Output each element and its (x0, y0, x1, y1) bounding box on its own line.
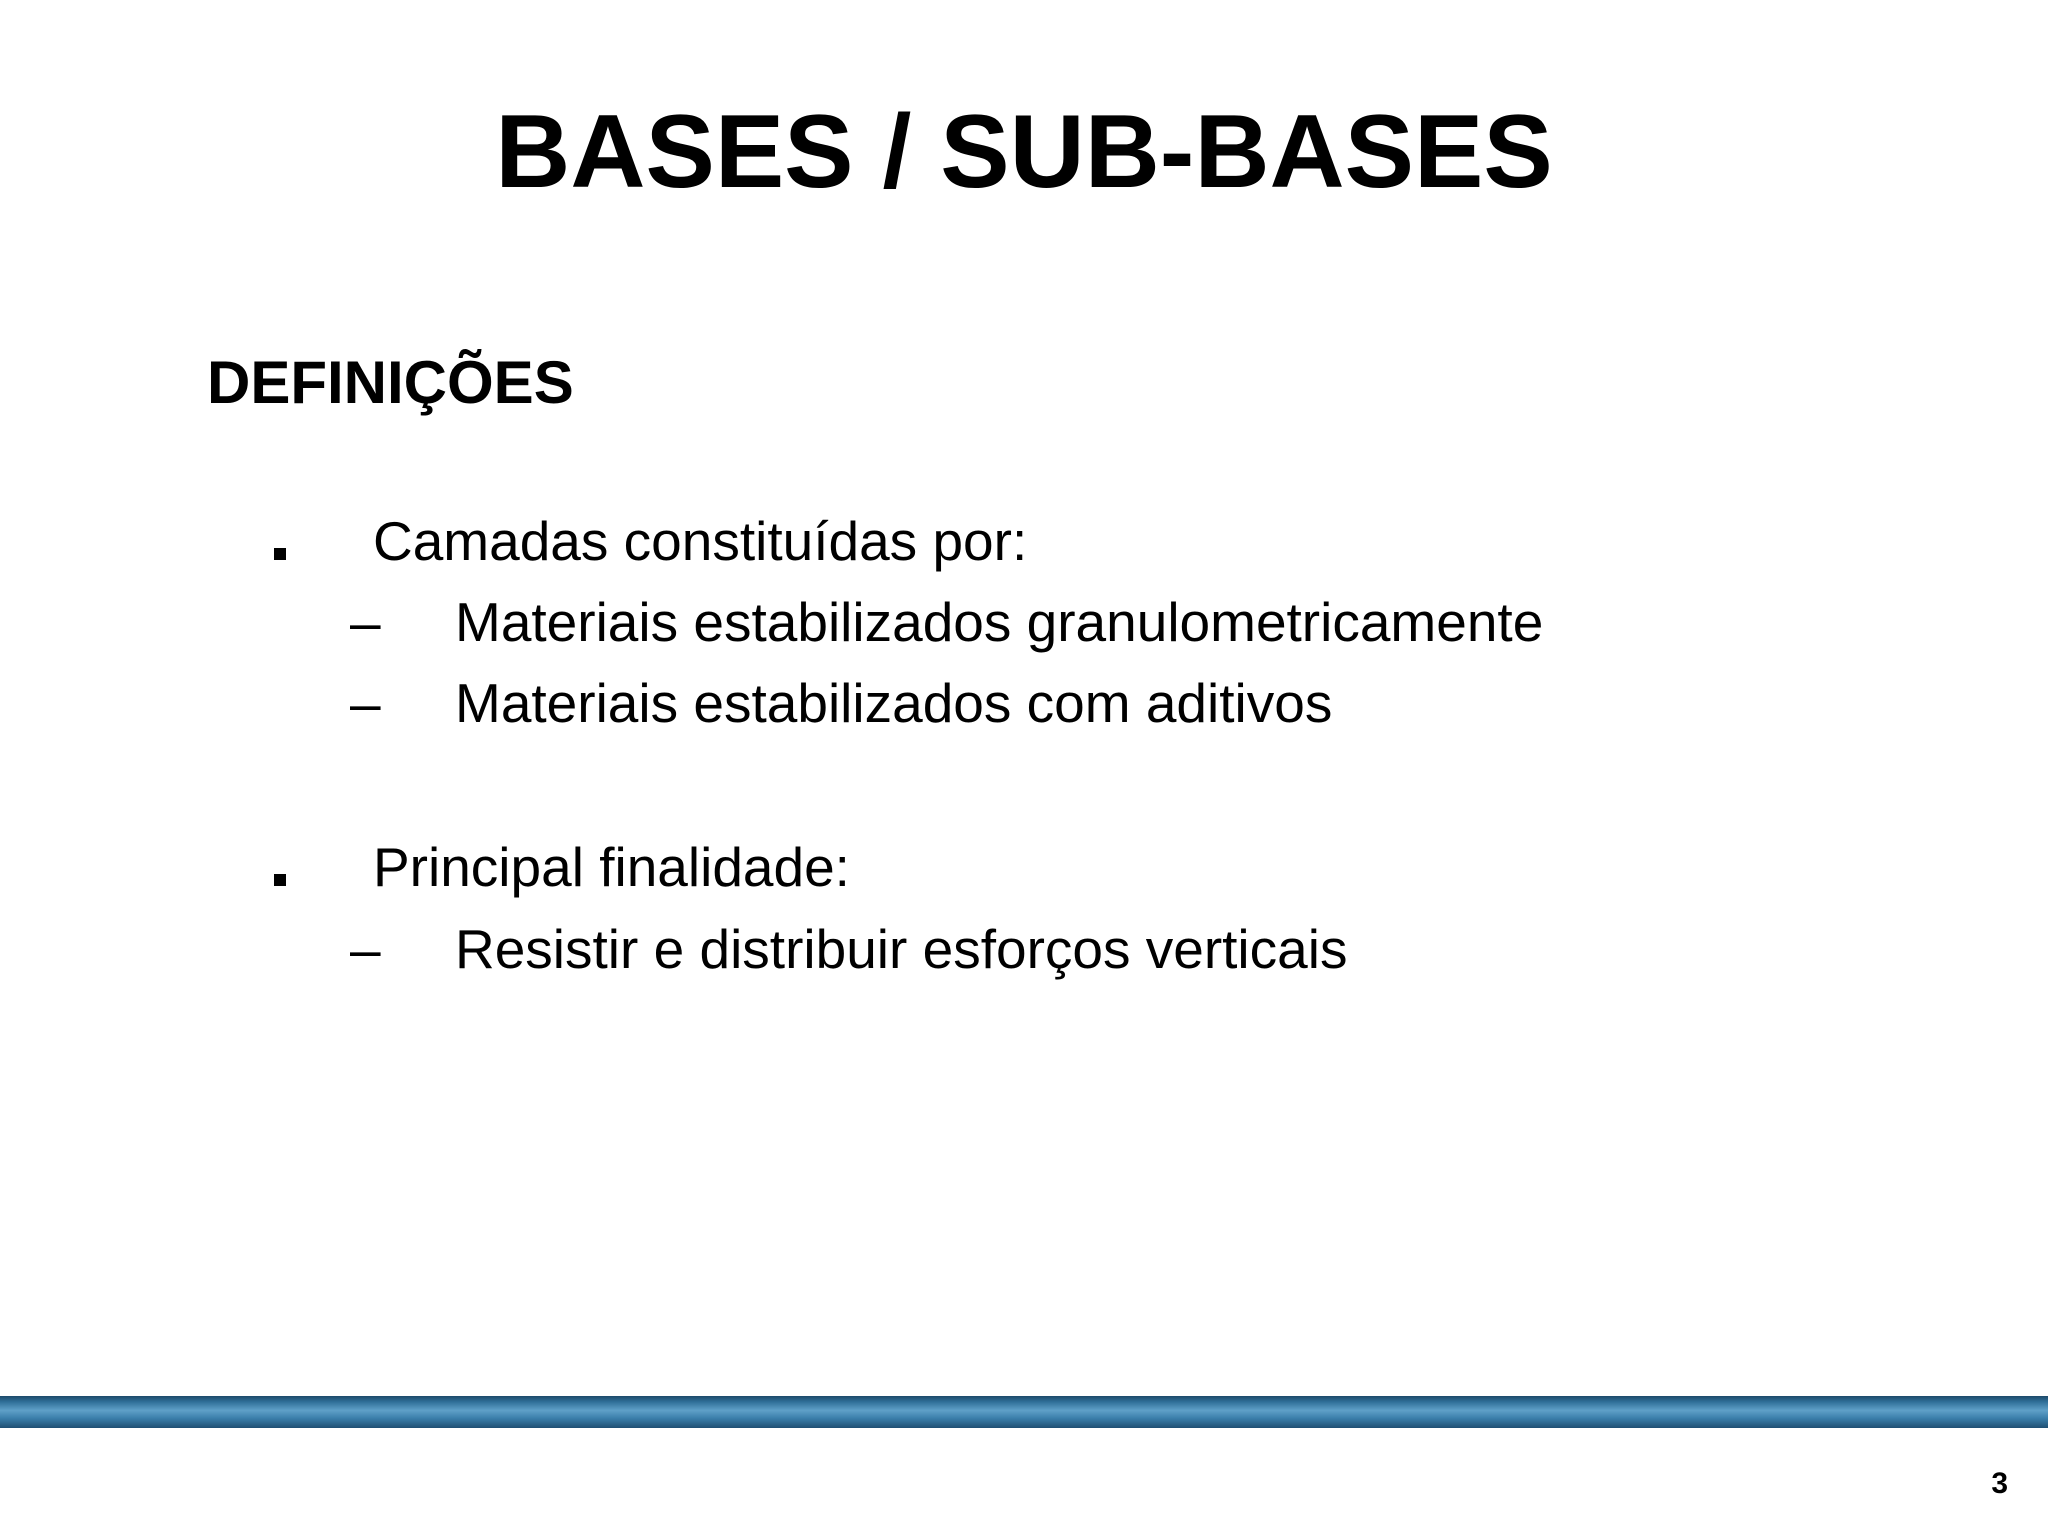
square-bullet-icon (274, 548, 286, 560)
sub-item-text: Materiais estabilizados granulometricamente (455, 591, 1544, 653)
square-bullet-icon (274, 874, 286, 886)
dash-bullet-icon: – (350, 591, 381, 653)
sub-item-text: Materiais estabilizados com aditivos (455, 672, 1333, 734)
dash-bullet-icon: – (350, 918, 381, 980)
sub-item-text: Resistir e distribuir esforços verticais (455, 918, 1348, 980)
footer-bar (0, 1396, 2048, 1428)
slide-title: BASES / SUB-BASES (495, 94, 1553, 210)
bullet-item-text: Principal finalidade: (373, 836, 850, 898)
page-number: 3 (1991, 1467, 2008, 1500)
bullet-item-text: Camadas constituídas por: (373, 510, 1028, 572)
section-heading: DEFINIÇÕES (207, 349, 574, 416)
dash-bullet-icon: – (350, 672, 381, 734)
